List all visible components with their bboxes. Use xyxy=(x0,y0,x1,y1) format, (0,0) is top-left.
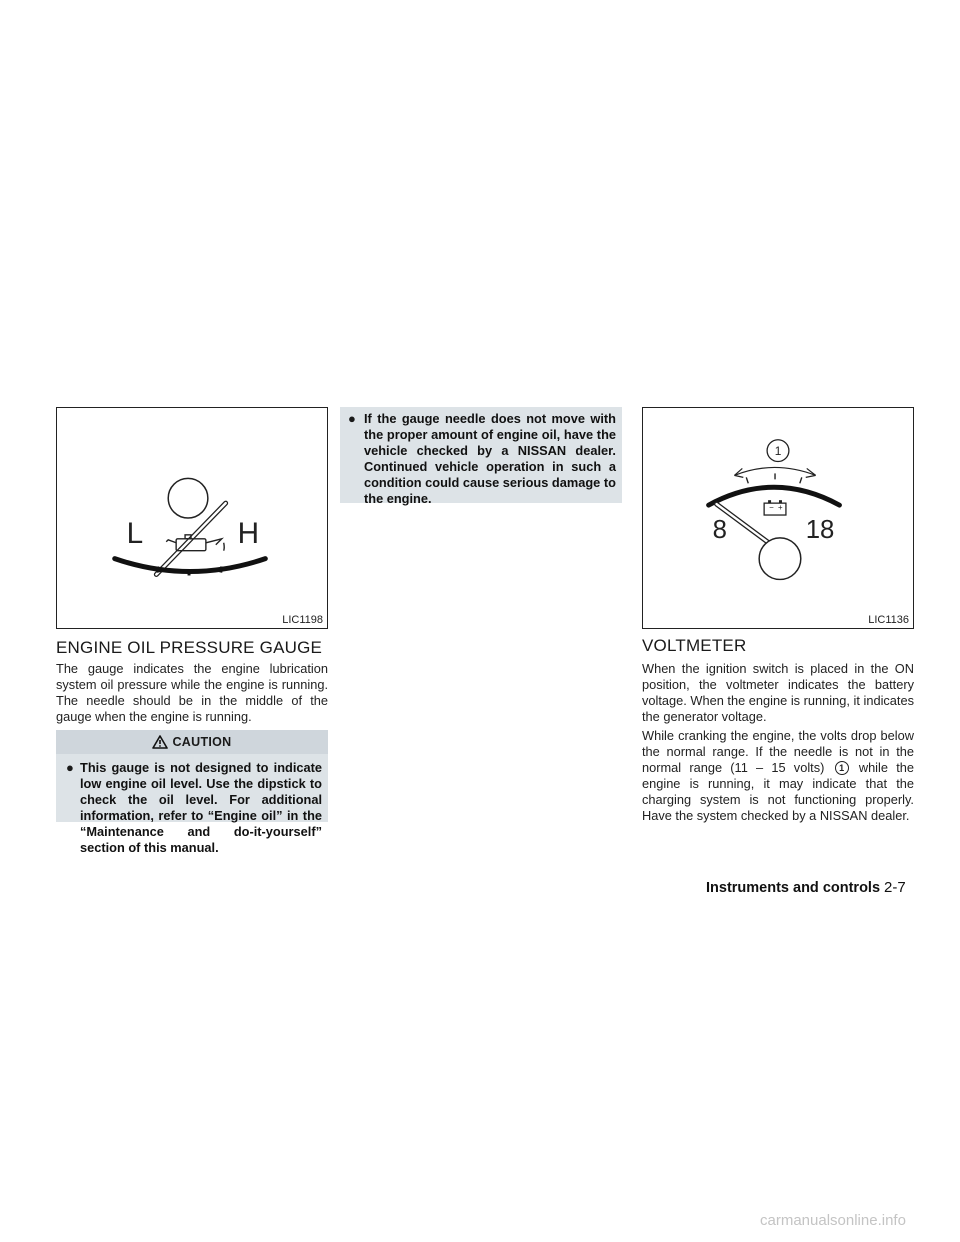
oil-gauge-title: ENGINE OIL PRESSURE GAUGE xyxy=(56,638,323,657)
voltmeter-paragraph-1: When the ignition switch is placed in the ON position, the voltmeter indicates the battery voltage. When the engine is running, it indicates the generator voltage. xyxy=(642,661,914,724)
caution-box xyxy=(56,730,328,855)
caution-box-continued xyxy=(340,407,622,506)
battery-minus: − xyxy=(769,503,774,513)
oil-gauge-illustration xyxy=(57,408,327,628)
caution-header xyxy=(56,730,328,754)
figure-id: LIC1136 xyxy=(868,614,909,626)
caution-item-1: This gauge is not designed to indicate low engine oil level. Use the dipstick to check the oil level. For additional information, refer to “Engine oil” in the “Maintenance and do-it-yourself” section of this manual. xyxy=(80,760,322,855)
gauge-low-label: L xyxy=(126,516,144,550)
gauge-high-label: H xyxy=(237,516,260,550)
voltmeter-paragraph-2-start: While cranking the engine, the volts drop below the normal range. If the needle is not in the normal range (11 – 15 volts) xyxy=(642,728,914,775)
oil-gauge-figure xyxy=(56,407,328,629)
caution-label: CAUTION xyxy=(172,735,232,749)
voltmeter-paragraph-2-end: while the engine is running, it may indicate that the charging system is not functioning properly. Have the system checked by a NISSAN dealer. xyxy=(642,760,914,823)
voltmeter-illustration xyxy=(643,408,913,628)
voltmeter-title: VOLTMETER xyxy=(642,636,747,655)
footer-section-name: Instruments and controls xyxy=(706,880,881,896)
page-number: 2-7 xyxy=(884,879,906,896)
warning-triangle-icon xyxy=(152,735,168,749)
watermark: carmanualsonline.info xyxy=(760,1212,906,1229)
callout-reference: 1 xyxy=(835,761,849,775)
needle-hub xyxy=(168,478,208,518)
voltmeter-paragraph-2 xyxy=(642,728,914,824)
figure-id: LIC1198 xyxy=(282,614,323,626)
callout-number: 1 xyxy=(774,444,782,459)
voltmeter-figure xyxy=(642,407,914,629)
battery-icon xyxy=(764,500,786,515)
oil-gauge-description: The gauge indicates the engine lubrication system oil pressure while the engine is running. The needle should be in the middle of the gauge when the engine is running. xyxy=(56,661,328,724)
needle-hub xyxy=(759,538,801,580)
caution-bullet: ● xyxy=(348,411,356,426)
caution-item-2: If the gauge needle does not move with the proper amount of engine oil, have the vehicle checked by a NISSAN dealer. Continued vehicle operation in such a condition could cause serious damage to the engine. xyxy=(364,411,616,506)
gauge-min-label: 8 xyxy=(712,515,727,544)
battery-plus: + xyxy=(778,503,783,513)
gauge-max-label: 18 xyxy=(805,515,835,544)
caution-bullet: ● xyxy=(66,760,74,775)
